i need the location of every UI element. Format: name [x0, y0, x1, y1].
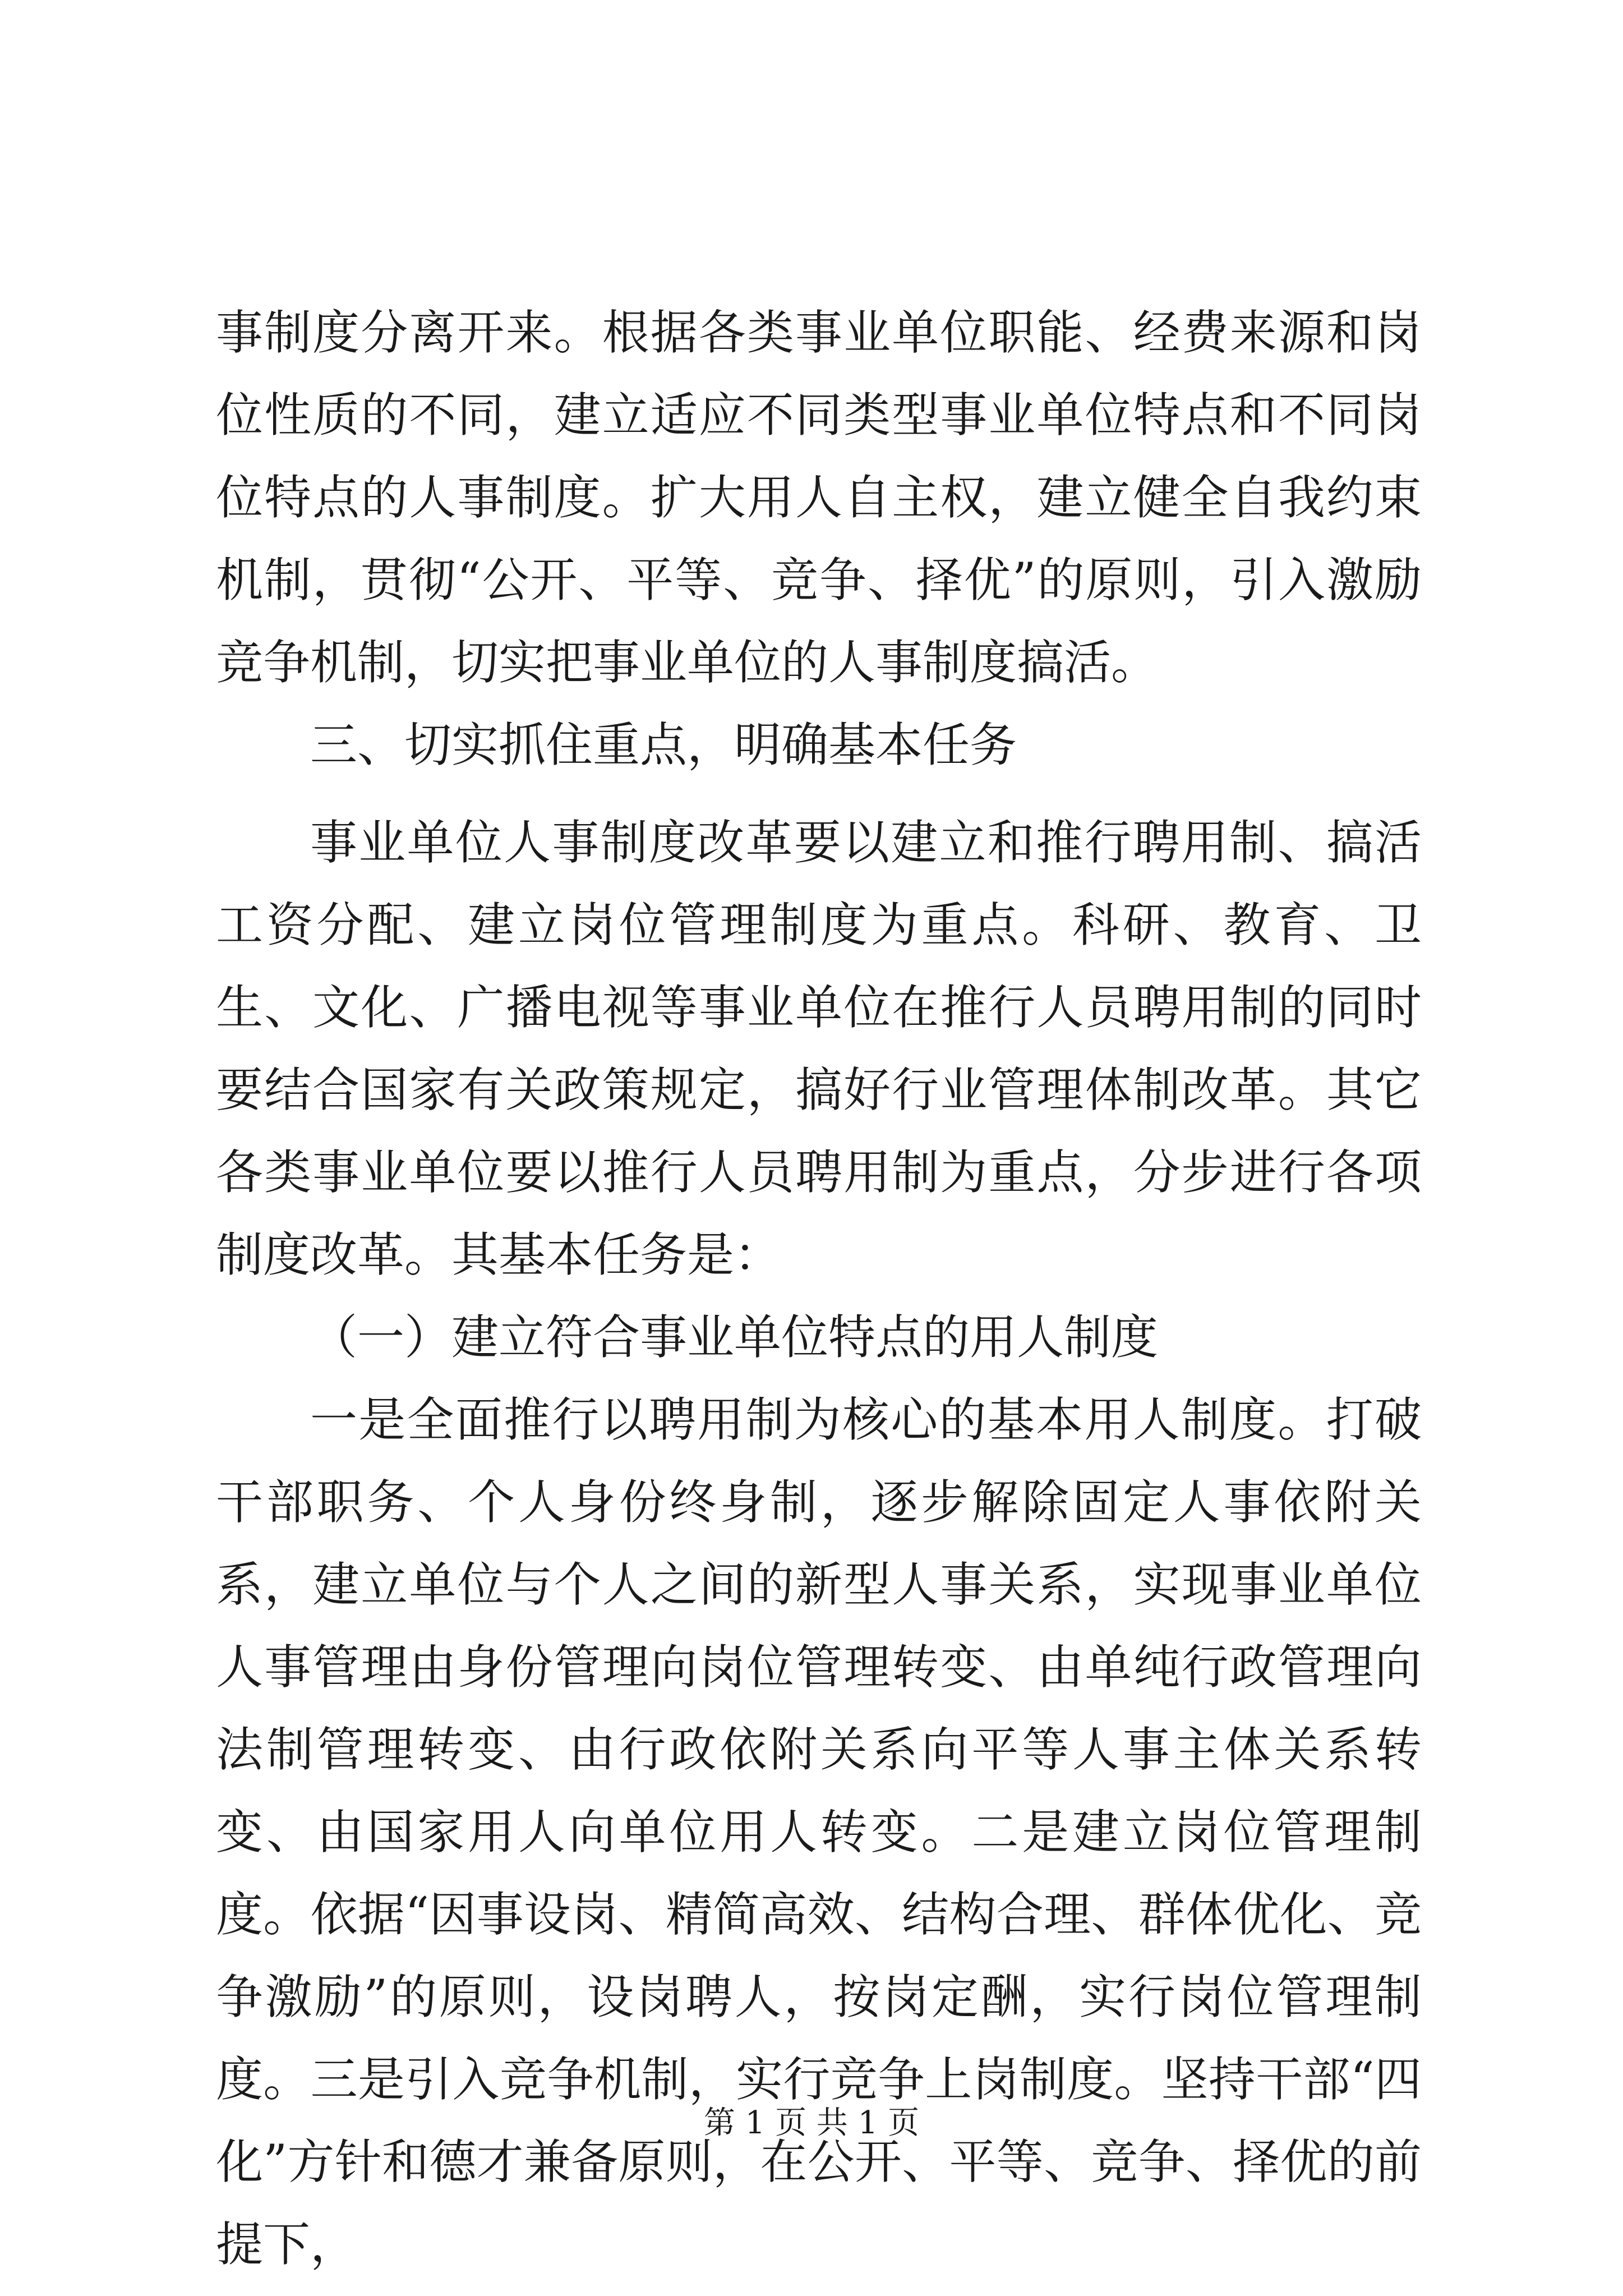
- page-footer: 第 1 页 共 1 页: [703, 2105, 920, 2141]
- paragraph-key-tasks: 事业单位人事制度改革要以建立和推行聘用制、搞活工资分配、建立岗位管理制度为重点。科研、教育、卫生、文化、广播电视等事业单位在推行人员聘用制的同时要结合国家有关政策规定，搞好行业管理体制改革。其它各类事业单位要以推行人员聘用制为重点，分步进行各项制度改革。其基本任务是：: [216, 815, 1422, 1282]
- paragraph-employment-system: 一是全面推行以聘用制为核心的基本用人制度。打破干部职务、个人身份终身制，逐步解除固定人事依附关系，建立单位与个人之间的新型人事关系，实现事业单位人事管理由身份管理向岗位管理转变、由单纯行政管理向法制管理转变、由行政依附关系向平等人事主体关系转变、由国家用人向单位用人转变。二是建立岗位管理制度。依据“因事设岗、精简高效、结构合理、群体优化、竞争激励”的原则，设岗聘人，按岗定酬，实行岗位管理制度。三是引入竞争机制，实行竞争上岗制度。坚持干部“四化”方针和德才兼备原则，在公开、平等、竞争、择优的前提下，: [216, 1392, 1422, 2272]
- paragraph-continuation: 事制度分离开来。根据各类事业单位职能、经费来源和岗位性质的不同，建立适应不同类型事业单位特点和不同岗位特点的人事制度。扩大用人自主权，建立健全自我约束机制，贯彻“公开、平等、竞争、择优”的原则，引入激励竞争机制，切实把事业单位的人事制度搞活。: [216, 305, 1422, 690]
- section-heading: 三、切实抓住重点，明确基本任务: [310, 717, 1017, 772]
- document-body: [216, 292, 1422, 2286]
- subsection-heading: （一）建立符合事业单位特点的用人制度: [310, 1310, 1159, 1365]
